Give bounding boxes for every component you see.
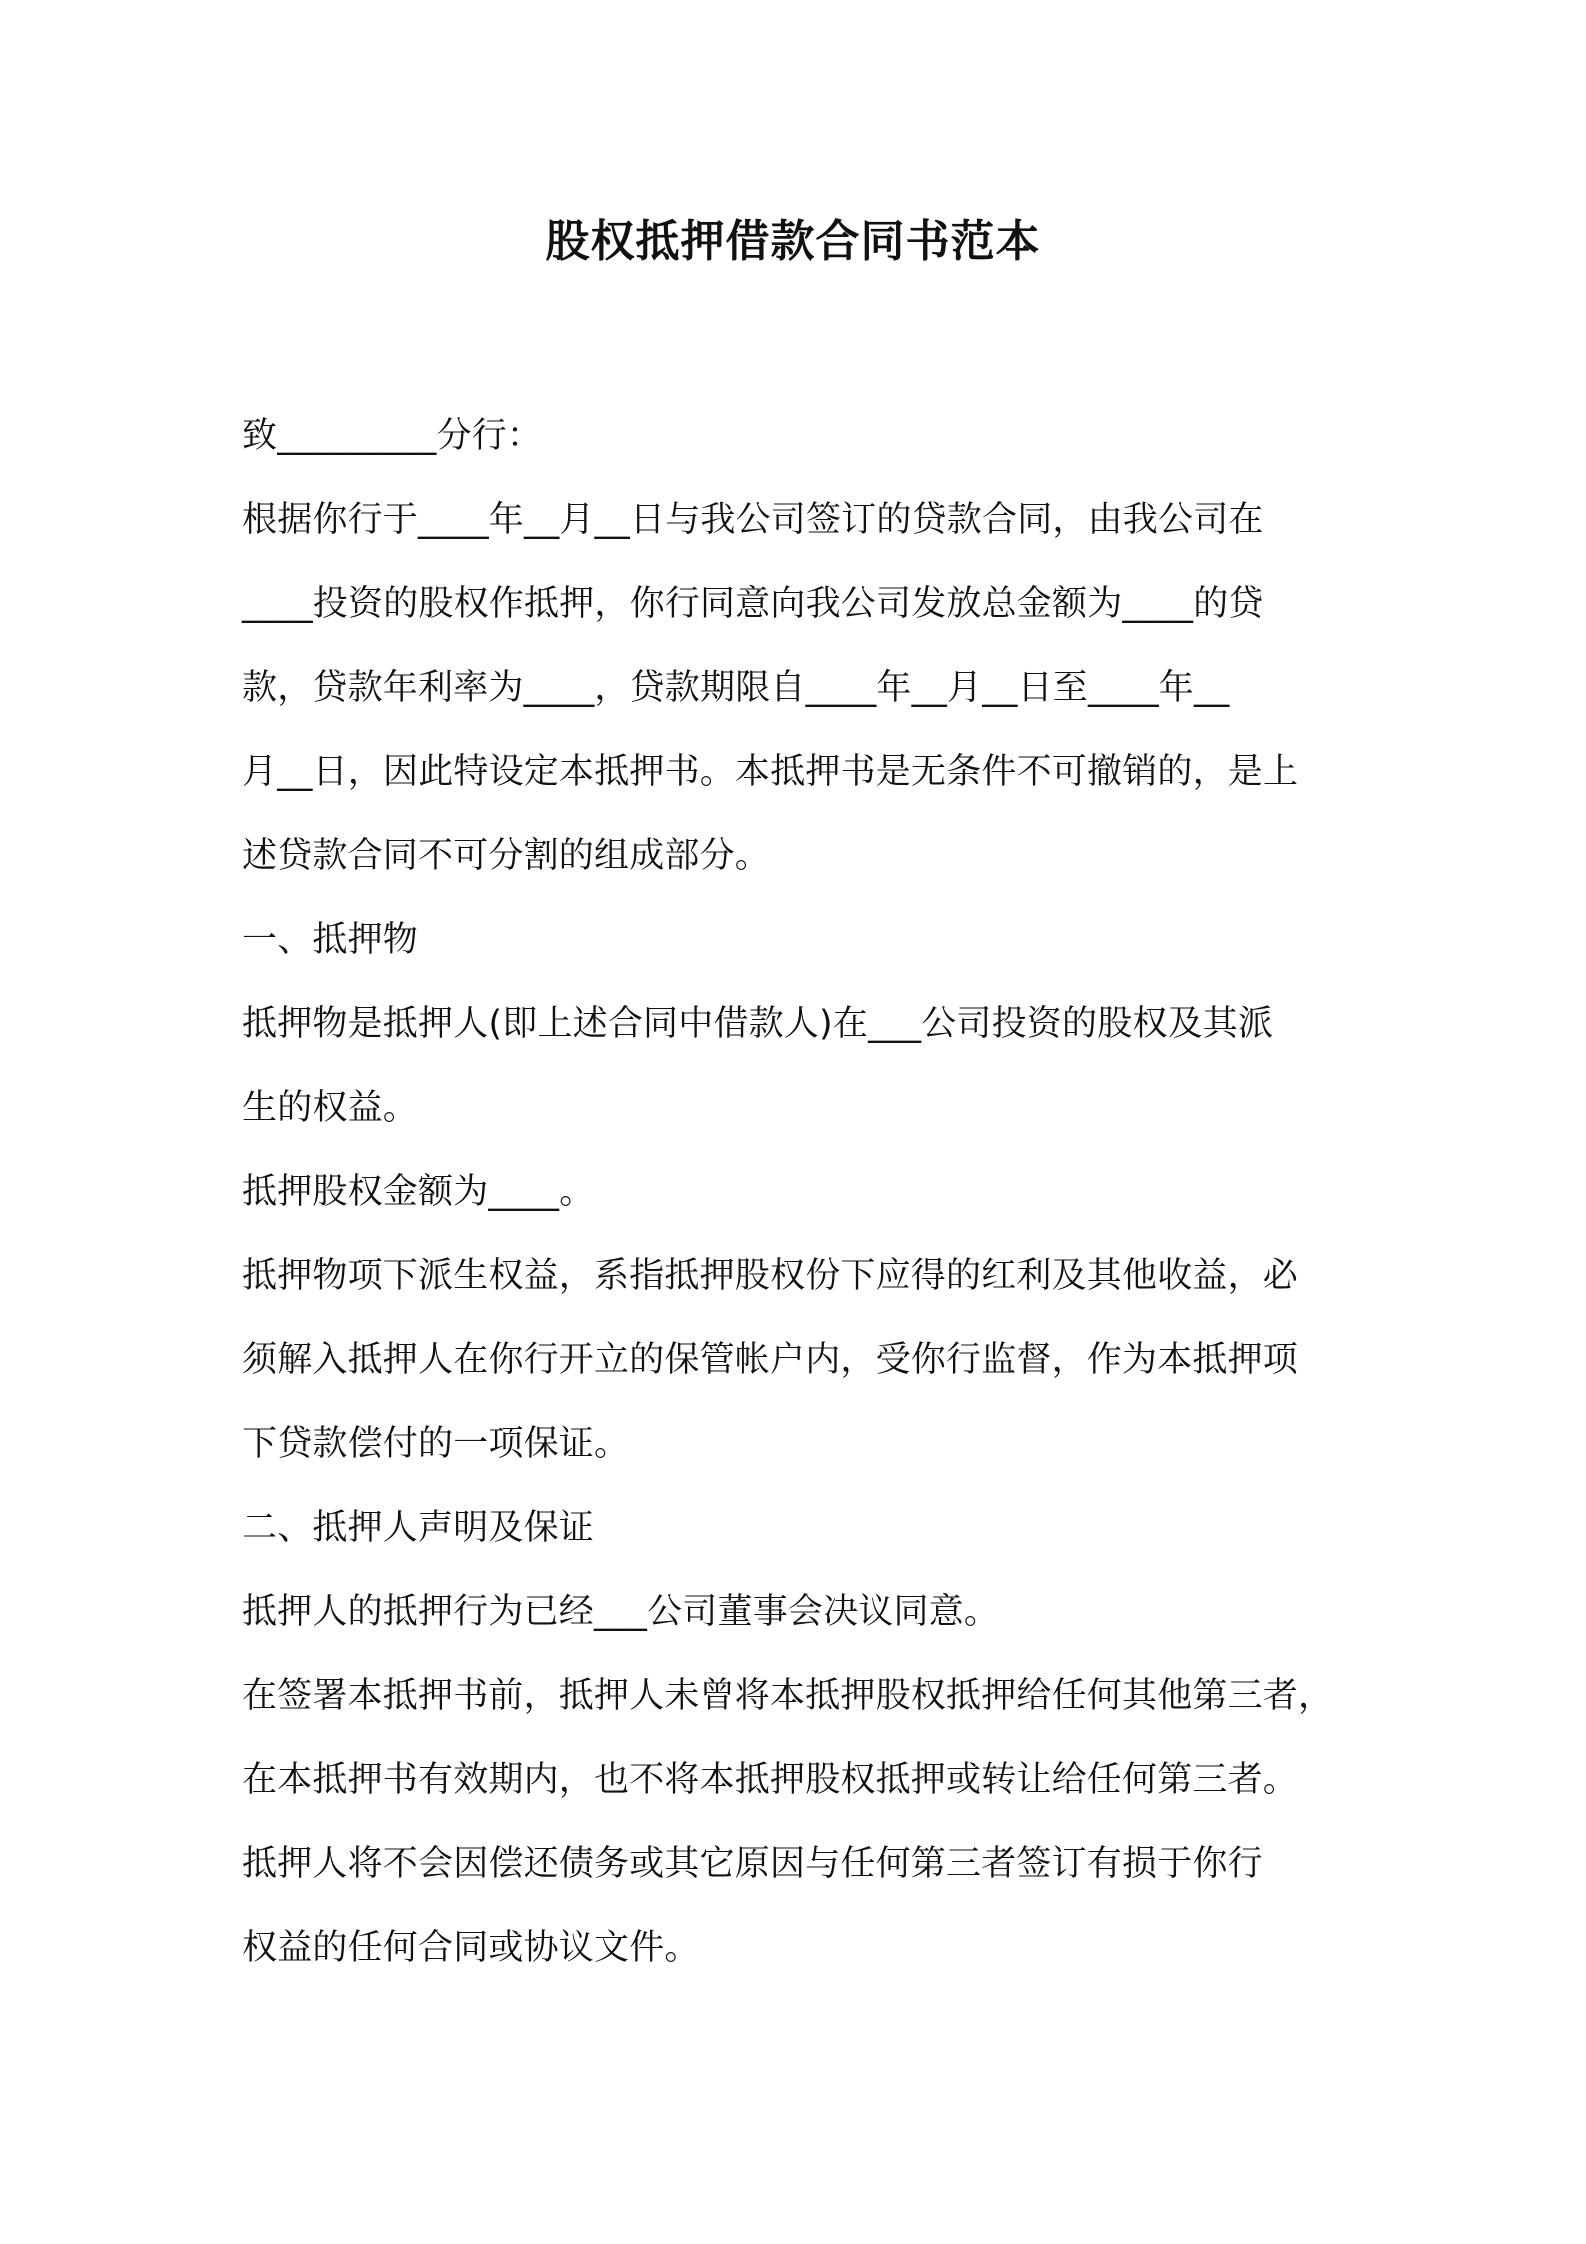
body-line: 抵押人的抵押行为已经___公司董事会决议同意。 <box>242 1592 1000 1632</box>
body-line: 款，贷款年利率为____，贷款期限自____年__月__日至____年__ <box>242 668 1230 708</box>
body-line: 在签署本抵押书前，抵押人未曾将本抵押股权抵押给任何其他第三者， <box>242 1676 1334 1716</box>
addressee-line: 致_________分行： <box>242 416 543 456</box>
body-line: 权益的任何合同或协议文件。 <box>242 1928 700 1968</box>
body-line: 根据你行于____年__月__日与我公司签订的贷款合同，由我公司在 <box>242 500 1264 540</box>
body-line: 抵押物项下派生权益，系指抵押股权份下应得的红利及其他收益，必 <box>242 1256 1299 1296</box>
body-line: 抵押股权金额为____。 <box>242 1172 595 1212</box>
section-heading-collateral: 一、抵押物 <box>242 920 419 960</box>
body-line: 抵押人将不会因偿还债务或其它原因与任何第三者签订有损于你行 <box>242 1844 1263 1884</box>
body-line: 下贷款偿付的一项保证。 <box>242 1424 630 1464</box>
body-line: 在本抵押书有效期内，也不将本抵押股权抵押或转让给任何第三者。 <box>242 1760 1299 1800</box>
body-line: ____投资的股权作抵押，你行同意向我公司发放总金额为____的贷 <box>242 584 1264 624</box>
section-heading-declaration: 二、抵押人声明及保证 <box>242 1508 595 1548</box>
body-line: 月__日，因此特设定本抵押书。本抵押书是无条件不可撤销的，是上 <box>242 752 1299 792</box>
body-line: 生的权益。 <box>242 1088 419 1128</box>
body-line: 抵押物是抵押人(即上述合同中借款人)在___公司投资的股权及其派 <box>242 1004 1274 1044</box>
body-line: 述贷款合同不可分割的组成部分。 <box>242 836 771 876</box>
body-line: 须解入抵押人在你行开立的保管帐户内，受你行监督，作为本抵押项 <box>242 1340 1299 1380</box>
document-title: 股权抵押借款合同书范本 <box>545 216 1041 267</box>
